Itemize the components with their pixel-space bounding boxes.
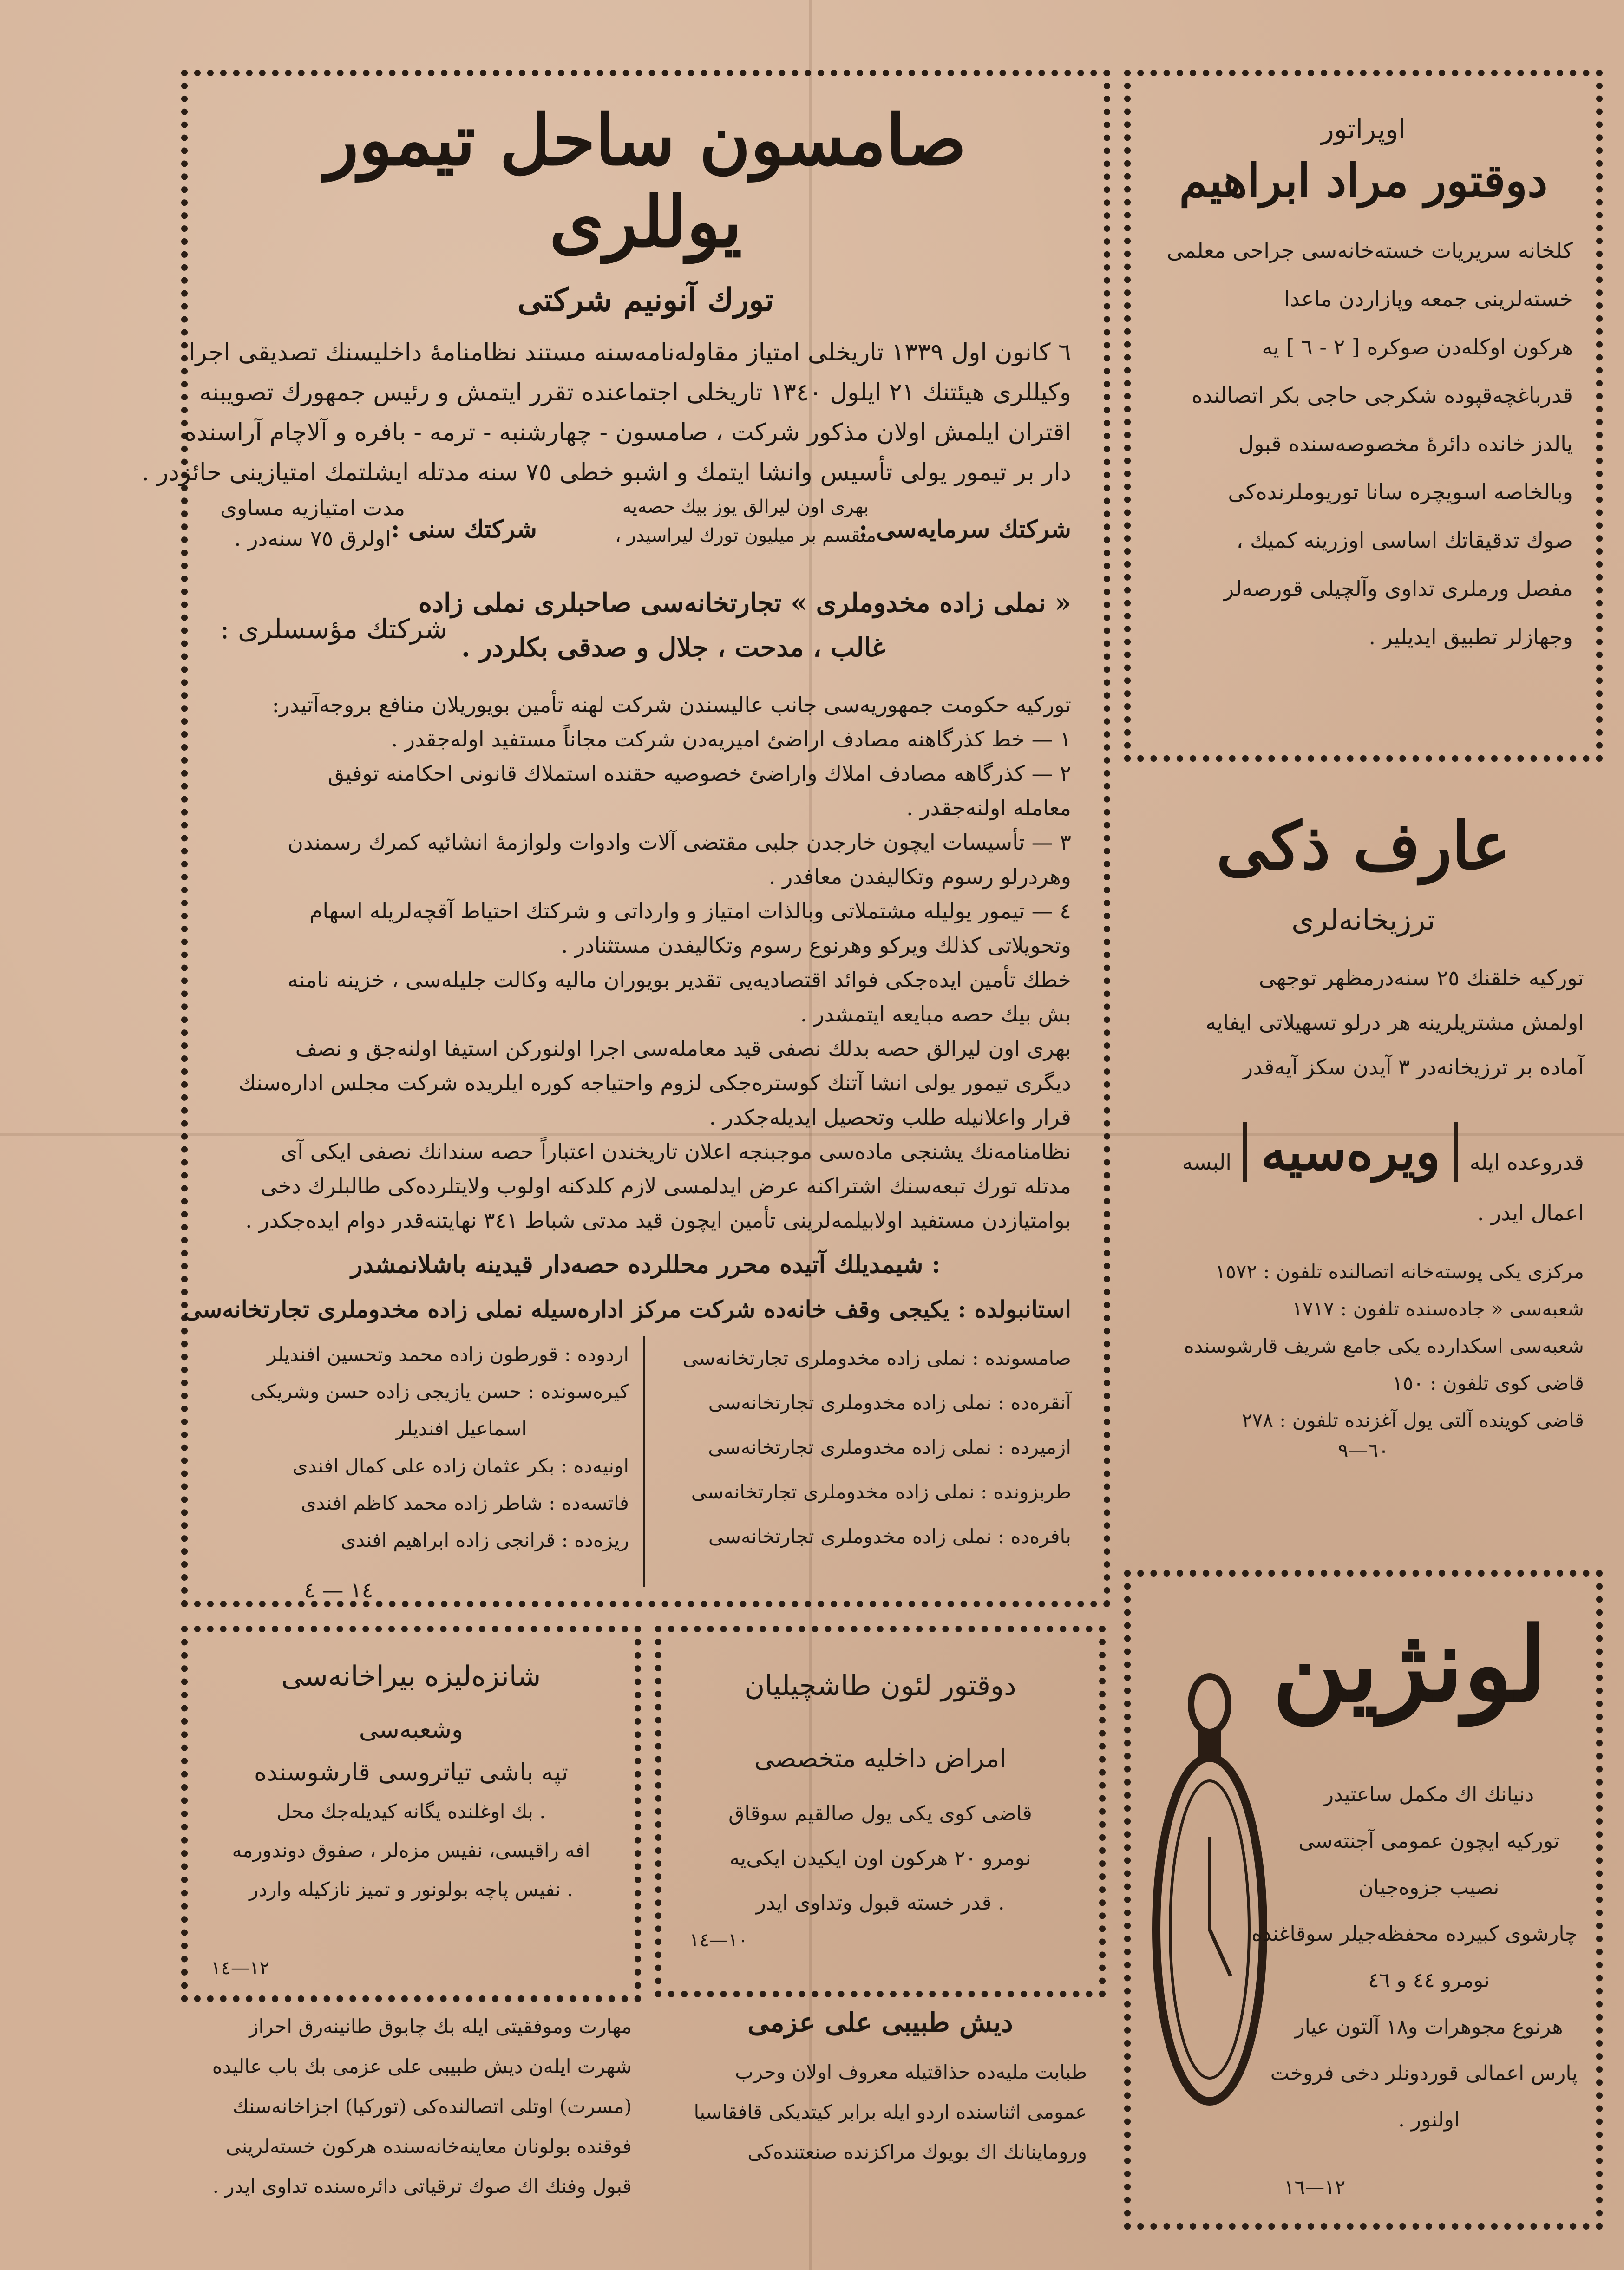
brewery-line: تپه باشی تیاتروسی قارشوسنده bbox=[254, 1759, 569, 1786]
tailor-phone-line: مركزی یكی پوسته‌خانه اتصالنده تلفون : ١٥٧٢ bbox=[1215, 1260, 1584, 1283]
benefit-line: توركیه حكومت جمهوریه‌سی جانب عالیسندن شركت لهنه تأمین بویوریلان منافع بروجه‌آتیدر: bbox=[272, 692, 1071, 717]
brewery-text bbox=[206, 1753, 616, 1909]
benefit-line: نظامنامه‌نك یشنجی ماده‌سی موجبنجه اعلان تاریخندن اعتباراً حصه سندانك نصفی ایكی آی bbox=[281, 1139, 1071, 1164]
tailor-boxed-word: ویره‌سیه bbox=[1243, 1122, 1458, 1182]
benefit-line: بهری اون لیرالق حصه بدلك نصفی قید معامله‌سی اجرا اولنورکن استیفا اولنه‌جق و نصف bbox=[295, 1036, 1071, 1061]
longines-line: دنیانك اك مكمل ساعتیدر bbox=[1323, 1783, 1534, 1806]
capital-value-line: منقسم بر میلیون تورك لیراسیدر ، bbox=[615, 525, 876, 546]
operator-line: صوك تدقیقاتك اساسی اوزرینه كمیك ، bbox=[1236, 528, 1573, 553]
operator-line: خسته‌لرینی جمعه وپازاردن ماعدا bbox=[1284, 286, 1573, 311]
tailor-ref: ٦٠—٩ bbox=[1338, 1439, 1389, 1462]
railway-intro bbox=[141, 333, 1071, 492]
operator-line: وبالخاصه اسویچره سانا توریوملرنده‌كی bbox=[1228, 479, 1573, 504]
continuation-line: (مسرت) اوتلی اتصالنده‌كی (توركیا) اجزاخانه‌سنك bbox=[232, 2095, 632, 2118]
longines-line: نومرو ٤٤ و ٤٦ bbox=[1368, 1969, 1490, 1992]
agents-left-column bbox=[220, 1336, 629, 1559]
brewery-ref: ١٢—١٤ bbox=[211, 1957, 269, 1979]
longines-brand: لونژین bbox=[1272, 1604, 1547, 1725]
agent-entry: بافره‌ده : نملی زاده مخدوملری تجارتخانه‌سی bbox=[708, 1525, 1071, 1548]
doctor-line: قدر خسته قبول وتداوی ایدر . bbox=[756, 1891, 1005, 1915]
tailor-phone-line: قاضی كوی تلفون : ١٥٠ bbox=[1392, 1372, 1584, 1394]
benefit-line: ١ — خط كذرگاهنه مصادف اراضئ امیریه‌دن شركت مجاناً مستفید اوله‌جقدر . bbox=[391, 726, 1071, 752]
benefit-line: مدتله تورك تبعه‌سنك اشتراكنه عرض ایدلمسی لازم كلدكنه اولوب ولایتلرده‌كی طالبلرك دخی bbox=[260, 1173, 1071, 1198]
tailor-phones bbox=[1143, 1253, 1584, 1439]
continuation-line: فوقنده بولونان معاینه‌خانه‌سنده هركون خسته‌لرینی bbox=[225, 2135, 632, 2158]
dentist-line: عمومی اثناسنده اردو ایله برابر كیتدیكی قافقاسیا bbox=[694, 2100, 1087, 2123]
operator-ad-box bbox=[1124, 70, 1603, 762]
capital-label: شركتك سرمایه‌سی : bbox=[858, 515, 1071, 543]
longines-line: توركیه ایچون عمومی آجنته‌سی bbox=[1298, 1829, 1559, 1853]
benefit-line: ٣ — تأسیسات ایچون خارجدن جلبی مقتضی آلات وادوات ولوازمهٔ انشائیه كمرك رسمندن bbox=[288, 830, 1071, 855]
term-label: شركتك سنی : bbox=[391, 515, 537, 543]
registration-note: شیمدیلك آتیده محرر محللرده حصه‌دار قیدینه باشلانمشدر : bbox=[351, 1250, 941, 1279]
brewery-subtitle: وشعبه‌سی bbox=[359, 1716, 464, 1744]
operator-small-title: اوپراتور bbox=[1321, 113, 1406, 145]
benefit-line: ٤ — تیمور یولیله مشتملاتی وبالذات امتیاز و وارداتی و شركتك احتیاط آقچه‌لریله اسهام bbox=[309, 898, 1071, 923]
tailor-line: آماده بر ترزیخانه‌در ٣ آیدن سكز آیه‌قدر bbox=[1242, 1054, 1584, 1079]
benefit-line: وتحویلاتی كذلك ویركو وهرنوع رسوم وتكالیفدن مستثنادر . bbox=[561, 933, 1071, 958]
railway-title: صامسون ساحل تیمور یوللری bbox=[325, 99, 967, 263]
brewery-line: افه راقیسی، نفیس مزه‌لر ، صفوق دوندورمه bbox=[232, 1839, 590, 1862]
agent-entry: ریزه‌ده : قرانجی زاده ابراهیم افندی bbox=[341, 1529, 629, 1551]
continuation-line: مهارت وموفقیتی ایله بك چابوق طانینه‌رق احراز bbox=[249, 2015, 632, 2038]
agent-entry: فاتسه‌ده : شاطر زاده محمد كاظم افندی bbox=[301, 1492, 629, 1514]
founders-line: غالب ، مدحت ، جلال و صدقی بكلردر . bbox=[461, 632, 885, 663]
pocket-watch-icon bbox=[1149, 1669, 1270, 2115]
capital-term-block bbox=[220, 492, 1071, 571]
operator-line: هركون اوكله‌دن صوكره [ ٢ - ٦ ] یه bbox=[1262, 334, 1573, 360]
brewery-line: نفیس پاچه بولونور و تمیز نازكیله واردر . bbox=[249, 1878, 573, 1901]
capital-value-line: بهری اون لیرالق یوز بیك حصه‌یه bbox=[622, 496, 869, 517]
agent-entry: طربزونده : نملی زاده مخدوملری تجارتخانه‌سی bbox=[691, 1480, 1071, 1503]
operator-line: مفصل ورملری تداوی وآلچیلی قورصه‌لر bbox=[1224, 576, 1573, 601]
railway-notice-box bbox=[141, 70, 1110, 1607]
tailor-name: عارف ذكی bbox=[1216, 808, 1511, 884]
longines-ref: ١٢—١٦ bbox=[1284, 2176, 1346, 2198]
dentist-line: وروماینانك اك بویوك مراكزنده صنعتنده‌كی bbox=[747, 2140, 1087, 2163]
benefit-line: ٢ — كذرگاهه مصادف املاك واراضئ خصوصیه حقنده استملاك قانونی احكامنه توفیق bbox=[327, 761, 1071, 786]
agent-entry: اسماعیل افندیلر bbox=[395, 1417, 527, 1440]
istanbul-agent: استانبولده : یكیجی وقف خانه‌ده شركت مركز اداره‌سیله نملی زاده مخدوملری تجارتخانه‌سی bbox=[183, 1295, 1071, 1323]
dentist-text bbox=[674, 2052, 1087, 2172]
tailor-line: اولمش مشتریلرینه هر درلو تسهیلاتی ایفایه bbox=[1205, 1010, 1584, 1035]
intro-line: ٦ كانون اول ١٣٣٩ تاریخلی امتیاز مقاوله‌نامه‌سنه مستند نظامنامهٔ داخلیسنك تصدیقی اجرا bbox=[189, 339, 1071, 366]
tailor-post-boxed: البسه bbox=[1182, 1150, 1232, 1175]
doctor-ref: ١٠—١٤ bbox=[689, 1930, 748, 1951]
intro-line: اقتران ایلمش اولان مذكور شركت ، صامسون - چهارشنبه - ترمه - بافره و آلاچام آراسنده bbox=[183, 419, 1071, 446]
doctor-title: دوقتور لئون طاشچیلیان bbox=[744, 1669, 1016, 1702]
dentist-line: طبابت ملیه‌ده حذاقتیله معروف اولان وحرب bbox=[735, 2061, 1087, 2083]
dentist-title: دیش طبیبی علی عزمی bbox=[747, 2007, 1013, 2038]
agent-entry: اونیه‌ده : بكر عثمان زاده علی كمال افندی bbox=[292, 1454, 629, 1477]
tailor-phone-line: شعبه‌سی « جاده‌سنده تلفون : ١٧١٧ bbox=[1292, 1297, 1584, 1320]
operator-text bbox=[1154, 226, 1573, 661]
agents-table bbox=[220, 1336, 1071, 1610]
term-value bbox=[220, 492, 405, 554]
longines-text bbox=[1251, 1772, 1578, 2143]
continuation-line: قبول وفنك اك صوك ترقیاتی دائره‌سنده تداوی ایدر . bbox=[212, 2175, 632, 2198]
tailor-phone-line: شعبه‌سی اسكدارده یكی جامع شریف قارشوسنده bbox=[1184, 1335, 1584, 1357]
founders-line: « نملی زاده مخدوملری » تجارتخانه‌سی صاحبلری نملی زاده bbox=[418, 588, 1071, 618]
founders-label: شركتك مؤسسلری : bbox=[220, 613, 447, 645]
founders-block bbox=[220, 581, 1071, 687]
brewery-ad-box bbox=[181, 1626, 641, 2002]
benefit-line: معامله اولنه‌جقدر . bbox=[906, 795, 1071, 820]
longines-line: نصیب جزوه‌جیان bbox=[1358, 1876, 1500, 1899]
benefit-line: بش بیك حصه مبایعه ایتمشدر . bbox=[800, 1001, 1071, 1027]
benefits-text bbox=[220, 687, 1071, 1237]
dentist-continuation bbox=[181, 2007, 641, 2230]
operator-name: دوقتور مراد ابراهیم bbox=[1179, 154, 1548, 208]
tailor-text bbox=[1143, 955, 1584, 1089]
benefit-line: قرار واعلانیله طلب وتحصیل ایدیله‌جكدر . bbox=[709, 1105, 1071, 1130]
operator-line: وجهازلر تطبیق ایدیلیر . bbox=[1369, 624, 1573, 649]
agents-right-column bbox=[644, 1336, 1071, 1559]
intro-line: دار بر تیمور یولی تأسیس وانشا ایتمك و اشبو خطی ٧٥ سنه مدتله ایشلتمك امتیازینی حائزدر . bbox=[141, 458, 1071, 486]
longines-ad-box bbox=[1124, 1570, 1603, 2230]
longines-line: پارس اعمالی قوردونلر دخی فروخت bbox=[1270, 2061, 1578, 2085]
doctor-text bbox=[680, 1792, 1080, 1925]
doctor-line: نومرو ٢٠ هركون اون ایكیدن ایكی‌یه bbox=[729, 1846, 1031, 1870]
agents-divider bbox=[643, 1336, 645, 1587]
benefit-line: دیگری تیمور یولی انشا آتنك كوستره‌جكی لزوم واحتیاجه كوره ایلریده شركت مجلس اداره‌سنك bbox=[238, 1070, 1071, 1095]
tailor-boxed-line bbox=[1143, 1122, 1584, 1182]
term-value-line: مدت امتیازیه‌ مساوی bbox=[220, 495, 406, 520]
benefit-line: بوامتیازدن مستفید اولابیلمه‌لرینی تأمین ایچون قید مدتی شباط ٣٤١ نهایتنه‌قدر دوام ایده‌جكدر . bbox=[245, 1208, 1071, 1233]
term-value-line: اولرق ٧٥ سنه‌در . bbox=[234, 526, 391, 551]
operator-line: یالدز خانده دائرهٔ مخصوصه‌سنده قبول bbox=[1238, 431, 1573, 456]
brewery-title: شانزه‌لیزه بیراخانه‌سی bbox=[281, 1660, 541, 1693]
tailor-end: اعمال ایدر . bbox=[1477, 1200, 1584, 1225]
benefit-line: خطك تأمین ایده‌جكی فوائد اقتصادیه‌یی تقدیر بویوران مالیه وكالت جلیله‌سی ، خزینه نامنه bbox=[287, 967, 1071, 992]
railway-ref: ١٤ — ٤ bbox=[304, 1577, 373, 1603]
benefit-line: وهردرلو رسوم وتكالیفدن معافدر . bbox=[768, 864, 1071, 889]
doctor-line: قاضی كوی یكی یول صالقیم سوقاق bbox=[728, 1802, 1032, 1825]
dentist-ad bbox=[655, 2007, 1106, 2230]
tailor-pre-boxed: قدروعده ایله bbox=[1469, 1150, 1584, 1175]
agent-entry: ازمیرده : نملی زاده مخدوملری تجارتخانه‌سی bbox=[708, 1436, 1071, 1459]
agent-entry: كیره‌سونده : حسن یازیجی زاده حسن وشریكی bbox=[250, 1380, 629, 1403]
operator-line: قدرباغچه‌قپوده شكرجی حاجی بكر اتصالنده bbox=[1192, 383, 1573, 408]
railway-subtitle: تورك آنونیم شركتی bbox=[517, 281, 774, 319]
founders-text bbox=[419, 581, 1071, 670]
tailor-ad bbox=[1124, 790, 1603, 1556]
doctor-ad-box bbox=[655, 1626, 1106, 1997]
agent-entry: آنقره‌ده : نملی زاده مخدوملری تجارتخانه‌سی bbox=[708, 1391, 1071, 1414]
longines-line: چارشوی كبیرده محفظه‌جیلر سوقاغنده bbox=[1251, 1922, 1578, 1946]
tailor-phone-line: قاضی كوینده آلتی یول آغزنده تلفون : ٢٧٨ bbox=[1242, 1409, 1584, 1432]
capital-value bbox=[615, 492, 876, 550]
dentist-continuation-text bbox=[190, 2007, 632, 2206]
intro-line: وكیللری هیئتنك ٢١ ایلول ١٣٤٠ تاریخلی اجتماعنده تقرر ایتمش و رئیس جمهورك تصویبنه bbox=[199, 379, 1071, 406]
doctor-specialty: امراض داخلیه متخصصی bbox=[754, 1744, 1007, 1773]
longines-line: هرنوع مجوهرات و١٨ آلتون عیار bbox=[1295, 2015, 1563, 2039]
agent-entry: اردوده : قورطون زاده محمد وتحسین افندیلر bbox=[267, 1343, 629, 1366]
brewery-line: بك اوغلنده یگانه كیدیله‌جك محل . bbox=[276, 1800, 546, 1823]
tailor-subtitle: ترزیخانه‌لری bbox=[1291, 903, 1435, 937]
longines-line: اولنور . bbox=[1398, 2108, 1460, 2132]
operator-line: كلخانه سریریات خسته‌خانه‌سی جراحی معلمی bbox=[1166, 238, 1573, 263]
agent-entry: صامسونده : نملی زاده مخدوملری تجارتخانه‌سی bbox=[682, 1347, 1071, 1369]
continuation-line: شهرت ایلەن دیش طبیبی علی عزمی بك باب عالیده bbox=[212, 2055, 632, 2078]
tailor-line: توركیه خلقنك ٢٥ سنه‌درمظهر توجهی bbox=[1258, 965, 1584, 990]
